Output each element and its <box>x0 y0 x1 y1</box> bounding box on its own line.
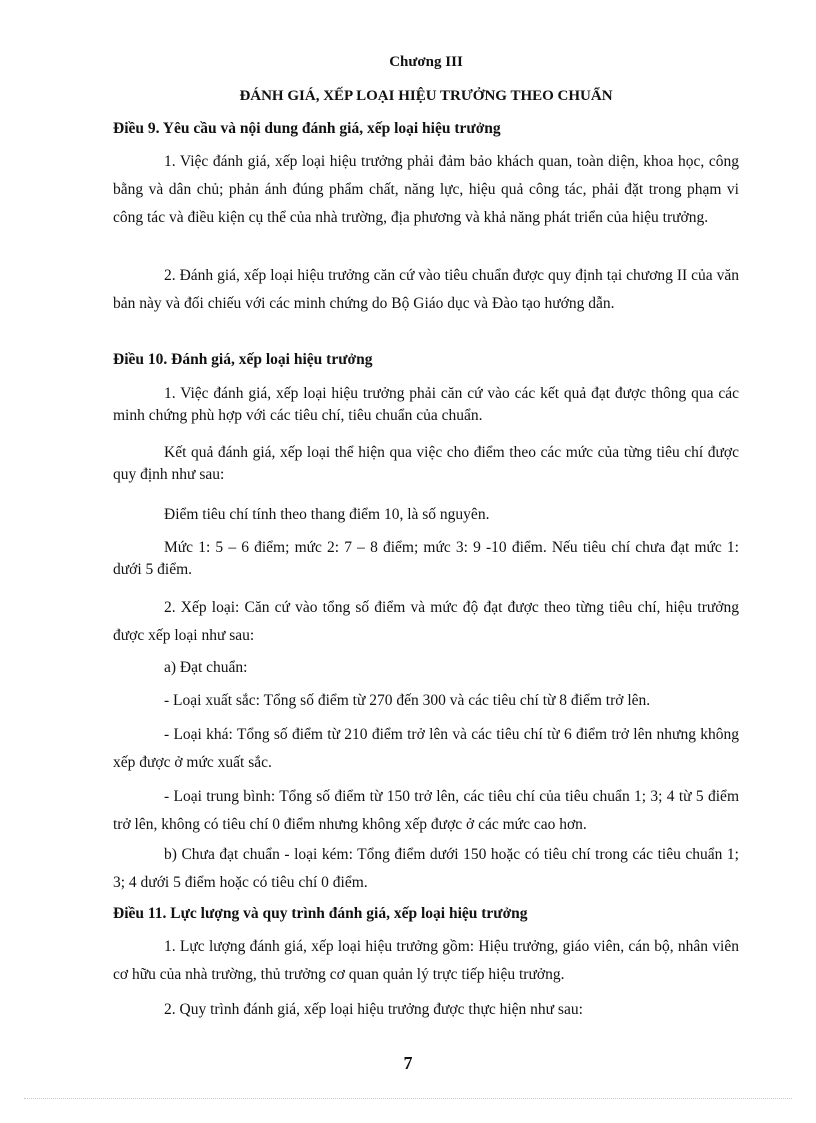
chapter-number: Chương III <box>389 54 463 70</box>
paragraph: 2. Đánh giá, xếp loại hiệu trưởng căn cứ vào tiêu chuẩn được quy định tại chương II của văn bản này và đối chiếu với các minh chứng do Bộ Giáo dục và Đào tạo hướng dẫn. <box>113 267 739 312</box>
paragraph: 1. Việc đánh giá, xếp loại hiệu trưởng phải đảm bảo khách quan, toàn diện, khoa học, công bằng và dân chủ; phản ánh đúng phẩm chất, năng lực, hiệu quả công tác, phải đặt trong phạm vi công tác và điều kiện cụ thể của nhà trường, địa phương và khả năng phát triển của hiệu trưởng. <box>113 153 739 226</box>
paragraph: - Loại trung bình: Tổng số điểm từ 150 trở lên, các tiêu chí của tiêu chuẩn 1; 3; 4 từ 5 điểm trở lên, không có tiêu chí 0 điểm nhưng không xếp được ở các mức cao hơn. <box>113 788 739 833</box>
paragraph: Mức 1: 5 – 6 điểm; mức 2: 7 – 8 điểm; mức 3: 9 -10 điểm. Nếu tiêu chí chưa đạt mức 1: dưới 5 điểm. <box>113 539 739 578</box>
paragraph: - Loại khá: Tổng số điểm từ 210 điểm trở lên và các tiêu chí từ 6 điểm trở lên nhưng không xếp được ở mức xuất sắc. <box>113 726 739 771</box>
chapter-title: ĐÁNH GIÁ, XẾP LOẠI HIỆU TRƯỞNG THEO CHUẨN <box>239 88 613 104</box>
paragraph: 1. Việc đánh giá, xếp loại hiệu trưởng phải căn cứ vào các kết quả đạt được thông qua các minh chứng phù hợp với các tiêu chí, tiêu chuẩn của chuẩn. <box>113 385 739 424</box>
page-number: 7 <box>403 1053 413 1073</box>
page-bottom-divider <box>24 1098 792 1099</box>
paragraph: Kết quả đánh giá, xếp loại thể hiện qua việc cho điểm theo các mức của từng tiêu chí được quy định như sau: <box>113 444 739 483</box>
paragraph: a) Đạt chuẩn: <box>164 659 248 676</box>
article-heading: Điều 10. Đánh giá, xếp loại hiệu trưởng <box>113 351 373 368</box>
paragraph: 2. Quy trình đánh giá, xếp loại hiệu trưởng được thực hiện như sau: <box>164 1001 583 1018</box>
paragraph: 2. Xếp loại: Căn cứ vào tổng số điểm và mức độ đạt được theo từng tiêu chí, hiệu trưởng được xếp loại như sau: <box>113 599 739 644</box>
article-heading: Điều 11. Lực lượng và quy trình đánh giá, xếp loại hiệu trưởng <box>113 905 528 922</box>
paragraph: - Loại xuất sắc: Tổng số điểm từ 270 đến 300 và các tiêu chí từ 8 điểm trở lên. <box>164 692 651 709</box>
paragraph: 1. Lực lượng đánh giá, xếp loại hiệu trưởng gồm: Hiệu trưởng, giáo viên, cán bộ, nhân viên cơ hữu của nhà trường, thủ trưởng cơ quan quản lý trực tiếp hiệu trưởng. <box>113 938 739 983</box>
paragraph: Điểm tiêu chí tính theo thang điểm 10, là số nguyên. <box>164 506 490 523</box>
article-heading: Điều 9. Yêu cầu và nội dung đánh giá, xếp loại hiệu trưởng <box>113 120 501 137</box>
paragraph: b) Chưa đạt chuẩn - loại kém: Tổng điểm dưới 150 hoặc có tiêu chí trong các tiêu chuẩn 1; 3; 4 dưới 5 điểm hoặc có tiêu chí 0 điểm. <box>113 846 739 891</box>
